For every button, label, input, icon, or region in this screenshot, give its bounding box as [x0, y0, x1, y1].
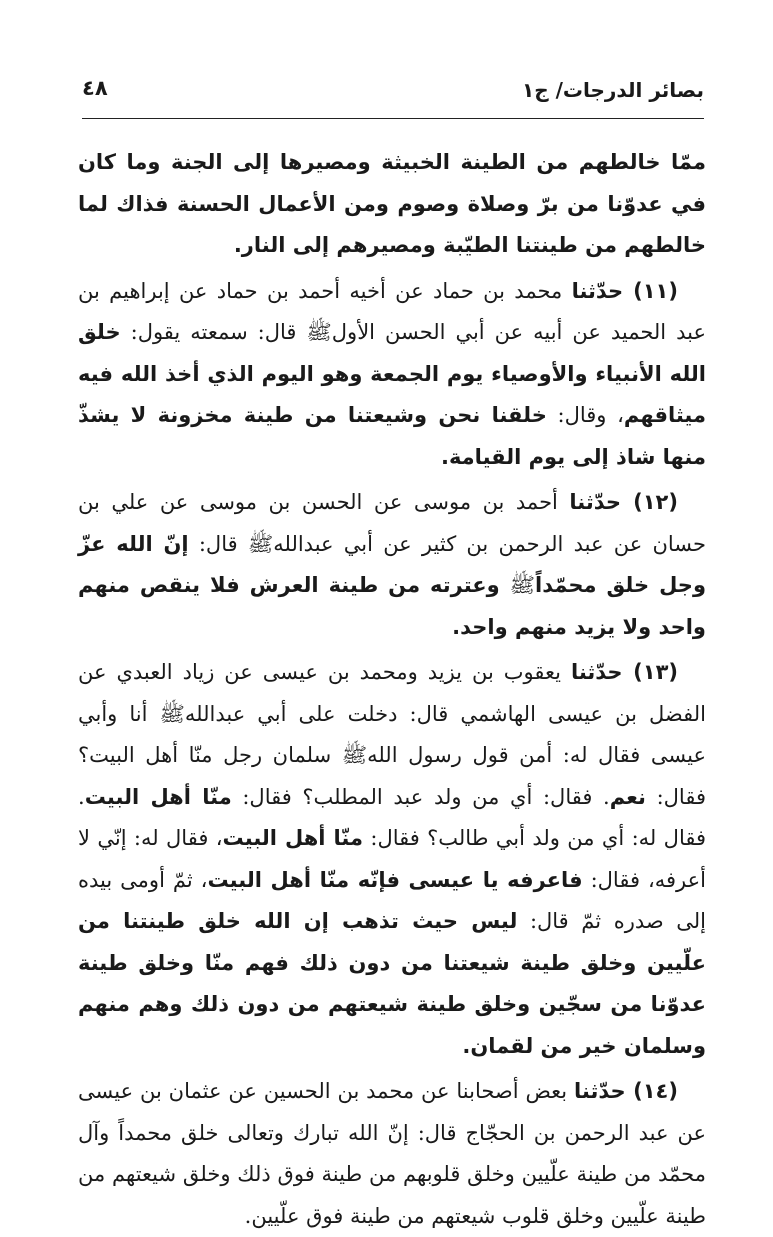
bold-text: خلق الله الأنبياء والأوصياء يوم الجمعة وهو اليوم الذي أخذ الله فيه ميثاقهم: [78, 320, 706, 427]
paragraph: [78, 142, 706, 267]
text: بعض أصحابنا عن محمد بن الحسين عن عثمان بن عيسى عن عبد الرحمن بن الحجّاج قال: إنّ الله تبارك وتعالى خلق محمداً وآل محمّد من طينة علّيين وخلق قلوبهم من طينة فوق ذلك وخلق شيعتهم من طينة علّيين وخلق قلوب شيعتهم من طينة فوق علّيين.: [78, 1079, 706, 1228]
bold-text: منّا أهل البيت: [84, 784, 232, 809]
paragraph: [78, 271, 706, 479]
bold-text: إنّ الله عزّ وجل خلق محمّداً: [78, 531, 706, 597]
bold-text: (١٢) حدّثنا: [569, 490, 678, 514]
text: ﷺ: [509, 573, 535, 597]
text: ﷺ: [306, 320, 332, 344]
paragraph: [78, 652, 706, 1067]
running-title: بصائر الدرجات/ ج١: [522, 78, 704, 102]
bold-text: نعم: [609, 784, 646, 809]
bold-text: خلقنا نحن وشيعتنا من طينة مخزونة لا يشذّ منها شاذ إلى يوم القيامة.: [78, 403, 706, 469]
text: أحمد بن موسى عن الحسن بن موسى عن علي بن حسان عن عبد الرحمن بن كثير عن أبي عبدالله: [78, 490, 706, 556]
bold-text: ممّا خالطهم من الطينة الخبيثة ومصيرها إلى الجنة وما كان في عدوّنا من برّ وصلاة وصوم ومن الأعمال الحسنة فذاك لما خالطهم من طينتنا الطيّبة ومصيرهم إلى النار.: [78, 150, 706, 257]
page-header: [82, 72, 704, 112]
bold-text: ليس حيث تذهب إن الله خلق طينتنا من علّيين وخلق طينة شيعتنا من دون ذلك فهم منّا وخلق طينة عدوّنا من سجّين وخلق طينة شيعتهم من دون ذلك وهم منهم وسلمان خير من لقمان.: [78, 909, 706, 1058]
text: سلمان رجل منّا أهل البيت؟ فقال:: [78, 743, 706, 809]
text: قال: سمعته يقول:: [120, 320, 307, 344]
bold-text: (١٤) حدّثنا: [574, 1079, 678, 1103]
text: قال:: [188, 531, 248, 556]
paragraph: [78, 1071, 706, 1237]
text: ﷺ: [341, 743, 368, 767]
text: أنا وأبي عيسى فقال له: أمن قول رسول الله: [78, 701, 706, 767]
text: ، وقال:: [546, 403, 624, 427]
text: . فقال: أي من ولد عبد المطلب؟ فقال:: [231, 784, 610, 809]
text: محمد بن حماد عن أخيه أحمد بن حماد عن إبراهيم بن عبد الحميد عن أبيه عن أبي الحسن الأول: [78, 278, 706, 344]
page-number: ٤٨: [82, 76, 108, 100]
text: ﷺ: [159, 701, 185, 726]
bold-text: منّا أهل البيت: [222, 826, 363, 850]
text: يعقوب بن يزيد ومحمد بن عيسى عن زياد العبدي عن الفضل بن عيسى الهاشمي قال: دخلت على أبي عبدالله: [78, 660, 706, 726]
bold-text: (١٣) حدّثنا: [570, 660, 678, 684]
text: . فقال له: أي من ولد أبي طالب؟ فقال:: [78, 784, 707, 850]
text: ، ثمّ أومى بيده إلى صدره ثمّ قال:: [78, 867, 706, 933]
bold-text: وعترته من طينة العرش فلا ينقص منهم واحد ولا يزيد منهم واحد.: [78, 573, 706, 639]
text: ، فقال له: إنّي لا أعرفه، فقال:: [78, 826, 706, 892]
page-body: [78, 142, 706, 1237]
header-rule: [82, 118, 704, 119]
paragraph: [78, 482, 706, 648]
bold-text: فاعرفه يا عيسى فإنّه منّا أهل البيت: [207, 867, 583, 892]
bold-text: (١١) حدّثنا: [571, 278, 678, 303]
text: ﷺ: [247, 531, 274, 556]
